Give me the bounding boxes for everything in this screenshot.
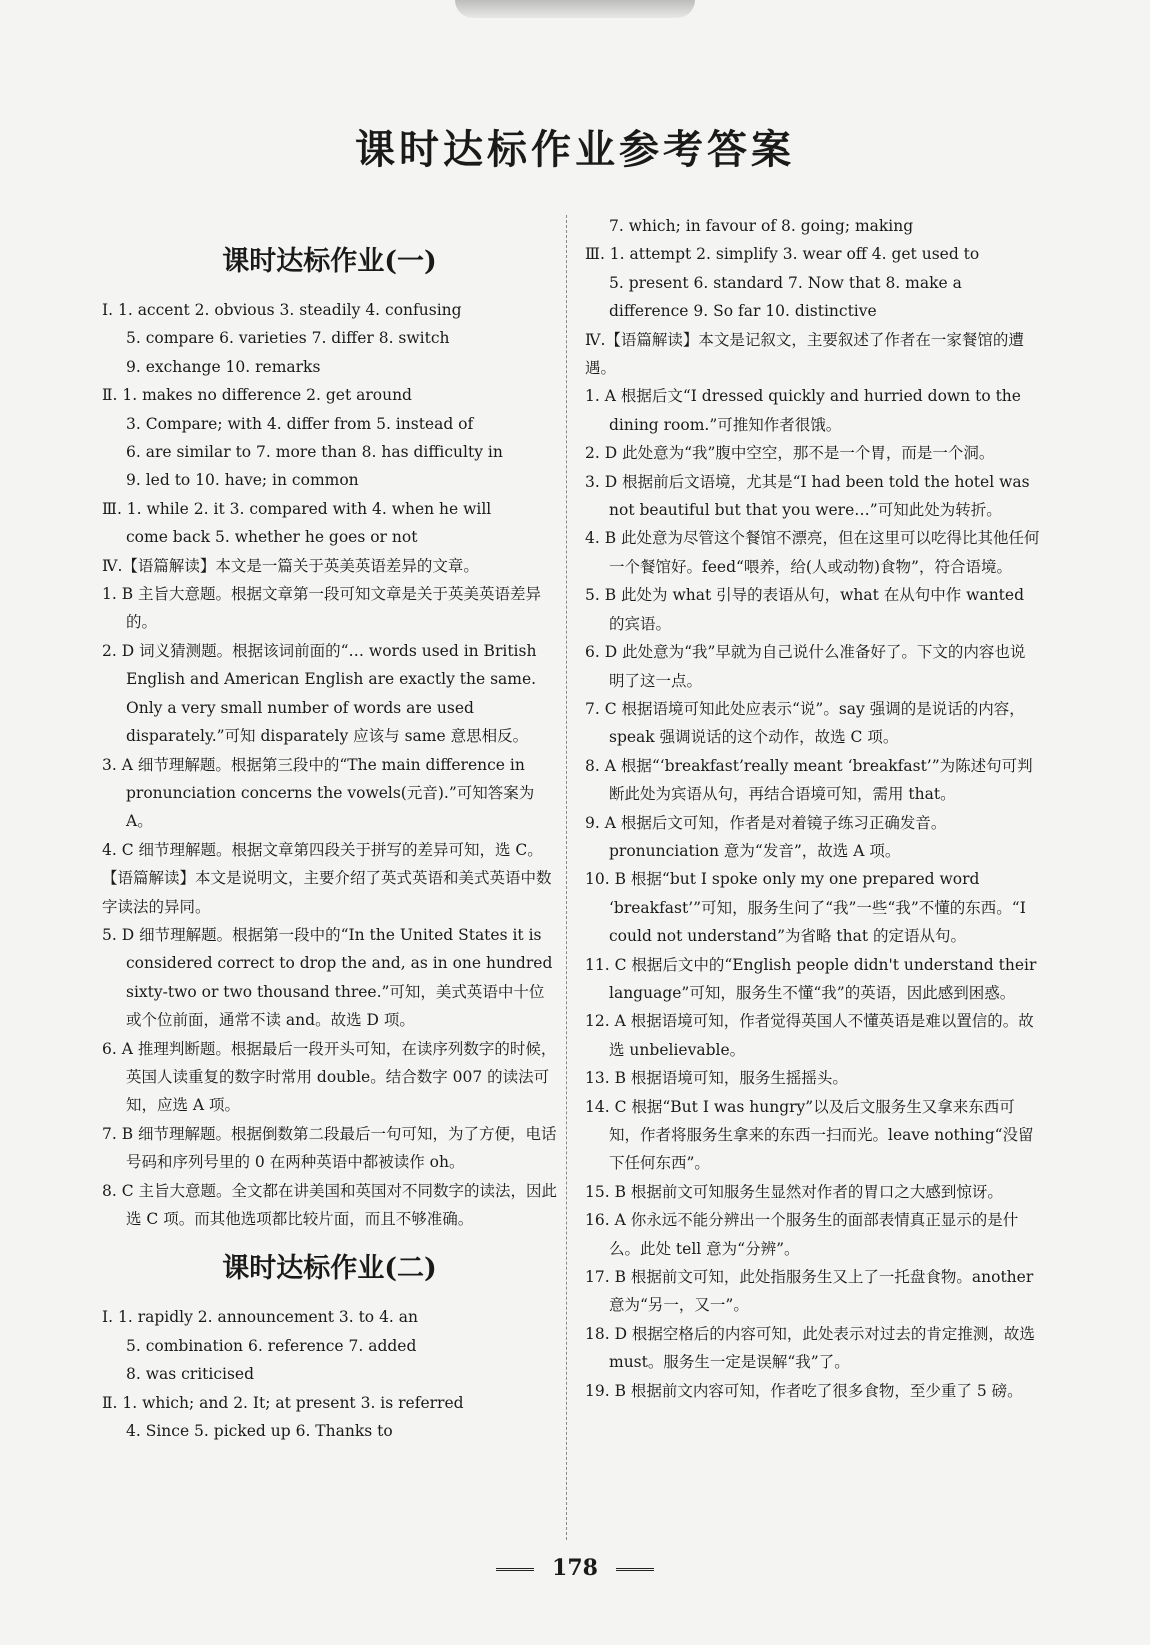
answer-explanation: 10. B 根据“but I spoke only my one prepared word ‘breakfast’”可知，服务生问了“我”一些“我”不懂的东西。“I could not understand”为省略 that 的定语从句。 xyxy=(585,870,1026,946)
answer-explanation: 2. D 词义猜测题。根据该词前面的“… words used in British English and American English are exactly the same. Only a very small number of words are used disparately.”可知 disparately 应该与 same 意思相反。 xyxy=(102,641,537,746)
answer-explanation: 5. D 细节理解题。根据第一段中的“In the United States it is considered correct to drop the and, as in one hundred sixty-two or two thousand three.”可知，美式英语中十位或个位前面，通常不读 and。故选 D 项。 xyxy=(102,925,553,1030)
page-title: 课时达标作业参考答案 xyxy=(355,126,795,173)
footer-rule-left xyxy=(496,1568,534,1571)
answer-line: 4. Since 5. picked up 6. Thanks to xyxy=(126,1422,393,1441)
reading-intro: 【语篇解读】本文是说明文，主要介绍了英式英语和美式英语中数字读法的异同。 xyxy=(102,869,552,916)
answer-explanation: 19. B 根据前文内容可知，作者吃了很多食物，至少重了 5 磅。 xyxy=(585,1381,1023,1400)
answer-line: 8. was criticised xyxy=(126,1365,255,1384)
answer-line: Ⅱ. 1. which; and 2. It; at present 3. is referred xyxy=(102,1393,464,1412)
answer-explanation: 13. B 根据语境可知，服务生摇摇头。 xyxy=(585,1069,848,1088)
answer-explanation: 9. A 根据后文可知，作者是对着镜子练习正确发音。pronunciation 意为“发音”，故选 A 项。 xyxy=(585,813,947,860)
answer-explanation: 14. C 根据“But I was hungry”以及后文服务生又拿来东西可知，作者将服务生拿来的东西一扫而光。leave nothing“没留下任何东西”。 xyxy=(585,1097,1034,1173)
answer-line: Ⅰ. 1. accent 2. obvious 3. steadily 4. confusing xyxy=(102,301,462,319)
answer-line: 5. combination 6. reference 7. added xyxy=(126,1336,417,1355)
answer-explanation: 16. A 你永远不能分辨出一个服务生的面部表情真正显示的是什么。此处 tell 意为“分辨”。 xyxy=(585,1211,1019,1258)
answer-explanation: 8. C 主旨大意题。全文都在讲美国和英国对不同数字的读法，因此选 C 项。而其他选项都比较片面，而且不够准确。 xyxy=(102,1181,558,1228)
answer-explanation: 11. C 根据后文中的“English people didn't understand their language”可知，服务生不懂“我”的英语，因此感到困惑。 xyxy=(585,955,1037,1002)
right-column xyxy=(585,212,1040,1405)
footer-rule-right xyxy=(616,1568,654,1571)
answer-explanation: 17. B 根据前文可知，此处指服务生又上了一托盘食物。another 意为“另一，又一”。 xyxy=(585,1268,1034,1315)
answer-explanation: 18. D 根据空格后的内容可知，此处表示对过去的肯定推测，故选 must。服务生一定是误解“我”了。 xyxy=(585,1324,1035,1372)
answer-explanation: 3. A 细节理解题。根据第三段中的“The main difference in pronunciation concerns the vowels(元音).”可知答案为 A。 xyxy=(102,755,535,831)
answer-explanation: 15. B 根据前文可知服务生显然对作者的胃口之大感到惊讶。 xyxy=(585,1182,1003,1201)
answer-explanation: 7. B 细节理解题。根据倒数第二段最后一句可知，为了方便，电话号码和序列号里的 0 在两种英语中都被读作 oh。 xyxy=(102,1124,557,1172)
section-title-2: 课时达标作业(二) xyxy=(222,1253,437,1285)
left-column xyxy=(102,226,557,1445)
answer-explanation: 4. B 此处意为尽管这个餐馆不漂亮，但在这里可以吃得比其他任何一个餐馆好。feed“喂养，给(人或动物)食物”，符合语境。 xyxy=(585,529,1040,576)
page-curl-shadow xyxy=(455,0,695,18)
answer-explanation: 12. A 根据语境可知，作者觉得英国人不懂英语是难以置信的。故选 unbelievable。 xyxy=(585,1012,1034,1059)
reading-intro: Ⅳ.【语篇解读】本文是记叙文，主要叙述了作者在一家餐馆的遭遇。 xyxy=(585,330,1024,378)
page-footer xyxy=(0,1555,1150,1581)
answer-line: 5. present 6. standard 7. Now that 8. make a difference 9. So far 10. distinctive xyxy=(609,273,962,321)
answer-line: 3. Compare; with 4. differ from 5. instead of xyxy=(126,414,474,433)
answer-explanation: 4. C 细节理解题。根据文章第四段关于拼写的差异可知，选 C。 xyxy=(102,840,543,859)
answer-explanation: 7. C 根据语境可知此处应表示“说”。say 强调的是说话的内容，speak 强调说话的这个动作，故选 C 项。 xyxy=(585,699,1025,747)
answer-explanation: 6. D 此处意为“我”早就为自己说什么准备好了。下文的内容也说明了这一点。 xyxy=(585,643,1026,690)
answer-line: 9. led to 10. have; in common xyxy=(126,471,359,490)
column-divider xyxy=(566,215,567,1540)
reading-intro: Ⅳ.【语篇解读】本文是一篇关于英美英语差异的文章。 xyxy=(102,556,479,575)
section-1-answers xyxy=(102,296,557,1233)
answer-explanation: 8. A 根据“‘breakfast’really meant ‘breakfast’”为陈述句可判断此处为宾语从句，再结合语境可知，需用 that。 xyxy=(585,756,1033,804)
section-2-answers xyxy=(102,1303,557,1445)
answer-explanation: 5. B 此处为 what 引导的表语从句，what 在从句中作 wanted 的宾语。 xyxy=(585,586,1024,633)
answer-explanation: 1. B 主旨大意题。根据文章第一段可知文章是关于英美英语差异的。 xyxy=(102,585,542,632)
answer-explanation: 1. A 根据后文“I dressed quickly and hurried down to the dining room.”可推知作者很饿。 xyxy=(585,387,1021,434)
answer-line: 6. are similar to 7. more than 8. has difficulty in xyxy=(126,443,503,462)
answer-line: Ⅲ. 1. while 2. it 3. compared with 4. when he will xyxy=(102,499,492,518)
answer-line: 7. which; in favour of 8. going; making xyxy=(609,217,914,235)
answer-line: Ⅰ. 1. rapidly 2. announcement 3. to 4. an xyxy=(102,1308,419,1327)
answer-explanation: 2. D 此处意为“我”腹中空空，那不是一个胃，而是一个洞。 xyxy=(585,444,995,463)
answer-line: come back 5. whether he goes or not xyxy=(126,528,418,547)
answer-line: 5. compare 6. varieties 7. differ 8. switch xyxy=(126,329,450,348)
answer-line: Ⅲ. 1. attempt 2. simplify 3. wear off 4. get used to xyxy=(585,245,980,264)
page-number: 178 xyxy=(552,1555,598,1581)
section-title-1: 课时达标作业(一) xyxy=(222,246,437,277)
answer-line: Ⅱ. 1. makes no difference 2. get around xyxy=(102,386,412,405)
answer-explanation: 6. A 推理判断题。根据最后一段开头可知，在读序列数字的时候，英国人读重复的数字时常用 double。结合数字 007 的读法可知，应选 A 项。 xyxy=(102,1039,557,1115)
answer-line: 9. exchange 10. remarks xyxy=(126,357,321,376)
answer-explanation: 3. D 根据前后文语境，尤其是“I had been told the hotel was not beautiful but that you were…”可知此处为转折。 xyxy=(585,472,1030,520)
